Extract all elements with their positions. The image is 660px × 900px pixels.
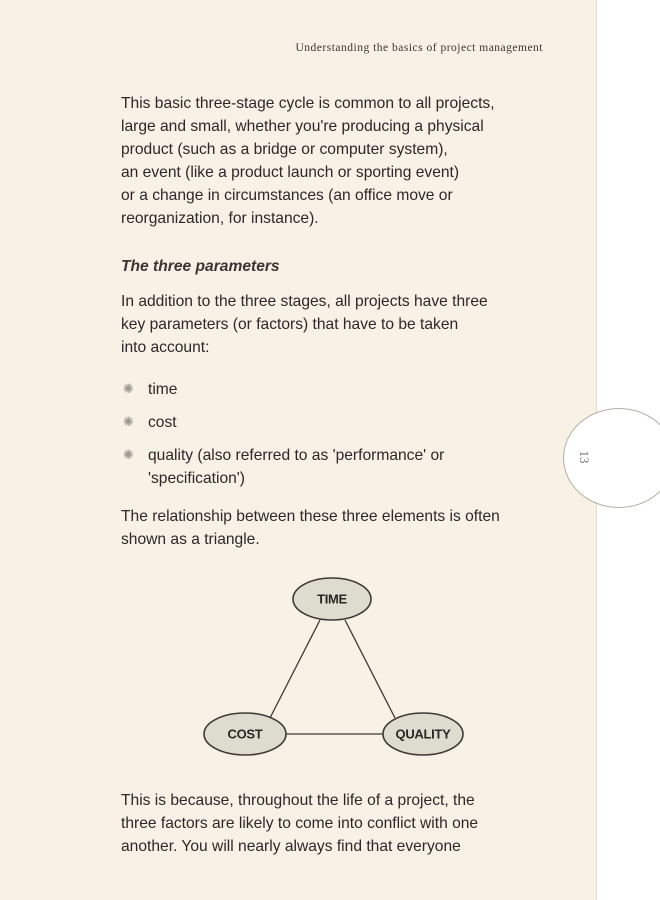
sun-bullet-icon: ✺ (123, 447, 134, 462)
page-number: 13 (577, 450, 592, 464)
node-cost (204, 713, 286, 755)
closing-paragraph (121, 789, 551, 858)
section-heading: The three parameters (121, 258, 280, 275)
paragraph-line: key parameters (or factors) that have to be taken (121, 316, 459, 333)
paragraph-line: product (such as a bridge or computer system), (121, 141, 448, 158)
paragraph-line: This is because, throughout the life of a project, the (121, 792, 475, 809)
running-head: Understanding the basics of project management (295, 42, 543, 54)
node-quality (383, 713, 463, 755)
edge-time-cost (270, 620, 320, 718)
paragraph-line: reorganization, for instance). (121, 210, 319, 227)
list-item-text: time (148, 381, 178, 398)
sun-bullet-icon: ✺ (123, 414, 134, 429)
edge-time-quality (345, 620, 395, 718)
paragraph-line: or a change in circumstances (an office move or (121, 187, 453, 204)
node-time-label: TIME (317, 591, 347, 607)
paragraph-line: This basic three-stage cycle is common to all projects, (121, 95, 495, 112)
list-item-text: cost (148, 414, 177, 431)
list-item-text: quality (also referred to as 'performance' or (148, 447, 445, 464)
sun-bullet-icon: ✺ (123, 381, 134, 396)
paragraph-line: into account: (121, 339, 210, 356)
node-quality-label: QUALITY (395, 726, 451, 742)
paragraph-line: three factors are likely to come into conflict with one (121, 815, 479, 832)
paragraph-line: The relationship between these three elements is often (121, 508, 500, 525)
paragraph-line: large and small, whether you're producing a physical (121, 118, 484, 135)
node-cost-label: COST (227, 726, 263, 742)
paragraph-line: shown as a triangle. (121, 531, 260, 548)
node-time (293, 578, 371, 620)
paragraph-line: In addition to the three stages, all projects have three (121, 293, 488, 310)
list-item-text: 'specification') (148, 470, 245, 487)
paragraph-line: another. You will nearly always find that everyone (121, 838, 461, 855)
paragraph-line: an event (like a product launch or sporting event) (121, 164, 460, 181)
